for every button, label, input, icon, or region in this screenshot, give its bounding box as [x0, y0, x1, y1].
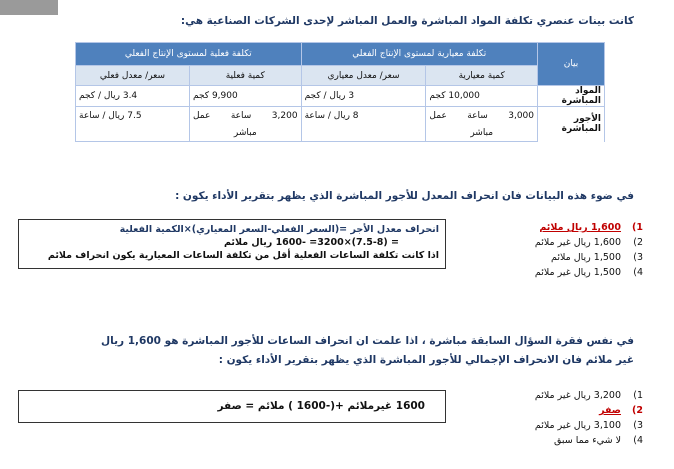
labor-std-qty-type: عمل	[429, 111, 447, 121]
labor-act-qty-type: عمل	[192, 111, 211, 121]
q1-option-2-text: 1,600 ريال غير ملائم	[534, 237, 621, 248]
labor-act-rate-empty	[76, 125, 190, 142]
question-1-text: في ضوء هذه البيانات فان انحراف المعدل للأجور المباشرة الذي يظهر بتقرير الأداء يكون :	[175, 190, 634, 202]
q2-option-2[interactable]	[463, 403, 643, 418]
labor-std-qty-unit: ساعة	[467, 111, 488, 121]
question-2-line-2: غير ملائم فان الانحراف الإجمالي للأجور المباشرة الذي يظهر بتقرير الأداء يكون :	[218, 354, 634, 366]
solution-1-line-3: اذا كانت تكلفة الساعات الفعلية أقل من تكلفة الساعات المعيارية يكون انحراف ملائم	[47, 250, 439, 261]
table-row-labor-cont	[76, 125, 605, 142]
q2-option-4-num: 4)	[633, 435, 643, 446]
labor-act-qty-direct: مباشر	[189, 125, 301, 142]
header-group-standard: تكلفة معيارية لمستوى الإنتاج الفعلي	[301, 43, 537, 66]
table-row-labor	[76, 107, 605, 126]
q2-option-1-text: 3,200 ريال غير ملائم	[534, 390, 621, 401]
q1-option-2-num: 2)	[633, 237, 643, 248]
solution-1-line-1: انحراف معدل الأجر =(السعر الفعلي-السعر المعياري)×الكمية الفعلية	[119, 224, 439, 235]
q2-option-4-text: لا شيء مما سبق	[553, 435, 621, 446]
labor-std-qty-direct: مباشر	[426, 125, 538, 142]
q1-option-3[interactable]	[463, 250, 643, 265]
materials-act-rate: 3.4 ريال / كجم	[76, 86, 190, 107]
q1-option-3-num: 3)	[633, 252, 643, 263]
solution-1-line-2: = (7.5-8)×3200= -1600 ريال ملائم	[223, 237, 399, 248]
q1-option-4-text: 1,500 ريال غير ملائم	[534, 267, 621, 278]
q1-option-4-num: 4)	[633, 267, 643, 278]
q1-option-2[interactable]	[463, 235, 643, 250]
q2-option-1[interactable]	[463, 388, 643, 403]
corner-block	[0, 0, 58, 15]
labor-act-qty-unit: ساعة	[230, 111, 252, 121]
subheader-act-rate: سعر/ معدل فعلي	[76, 66, 190, 86]
question-1-solution-box	[18, 219, 446, 269]
labor-act-rate: 7.5 ريال / ساعة	[76, 107, 190, 126]
header-group-actual: تكلفة فعلية لمستوى الإنتاج الفعلي	[76, 43, 302, 66]
labor-std-qty-value: 3,000	[508, 111, 534, 121]
subheader-std-rate: سعر/ معدل معياري	[301, 66, 426, 86]
labor-std-rate-empty	[301, 125, 426, 142]
q2-option-2-num: 2)	[632, 405, 643, 416]
materials-std-qty: 10,000 كجم	[426, 86, 538, 107]
q2-option-2-text: صفر	[599, 405, 621, 416]
q1-option-1-num: 1)	[632, 222, 643, 233]
q1-option-1-text: 1,600 ريال ملائم	[539, 222, 621, 233]
q1-option-4[interactable]	[463, 265, 643, 280]
table-header-row	[76, 43, 605, 66]
row-label-labor: الأجور المباشرة	[538, 107, 605, 142]
solution-2-line: 1600 غيرملائم +(-1600 ) ملائم = صفر	[217, 400, 425, 412]
q2-option-3-text: 3,100 ريال غير ملائم	[534, 420, 621, 431]
intro-title: كانت بينات عنصري تكلفة المواد المباشرة والعمل المباشر لإحدى الشركات الصناعية هي:	[180, 15, 634, 27]
labor-std-rate: 8 ريال / ساعة	[301, 107, 426, 126]
labor-std-qty	[426, 107, 538, 126]
question-2-solution-box	[18, 390, 446, 423]
q2-option-3[interactable]	[463, 418, 643, 433]
labor-act-qty-value: 3,200	[271, 111, 298, 121]
q2-option-3-num: 3)	[633, 420, 643, 431]
question-2-options	[463, 388, 643, 448]
q2-option-1-num: 1)	[633, 390, 643, 401]
q2-option-4[interactable]	[463, 433, 643, 448]
subheader-act-qty: كمية فعلية	[189, 66, 301, 86]
table-row-materials	[76, 86, 605, 107]
labor-act-qty	[189, 107, 301, 126]
materials-std-rate: 3 ريال / كجم	[301, 86, 426, 107]
subheader-std-qty: كمية معيارية	[426, 66, 538, 86]
cost-data-table	[75, 42, 605, 142]
table-subheader-row	[76, 66, 605, 86]
row-label-materials: المواد المباشرة	[538, 86, 605, 107]
q1-option-3-text: 1,500 ريال ملائم	[551, 252, 621, 263]
header-statement: بيان	[538, 43, 605, 86]
question-2-line-1: في نفس فقرة السؤال السابقة مباشرة ، اذا علمت ان انحراف الساعات للأجور المباشرة هو 1,600 ريال	[101, 335, 634, 347]
q1-option-1[interactable]	[463, 220, 643, 235]
question-1-options	[463, 220, 643, 280]
materials-act-qty: 9,900 كجم	[189, 86, 301, 107]
